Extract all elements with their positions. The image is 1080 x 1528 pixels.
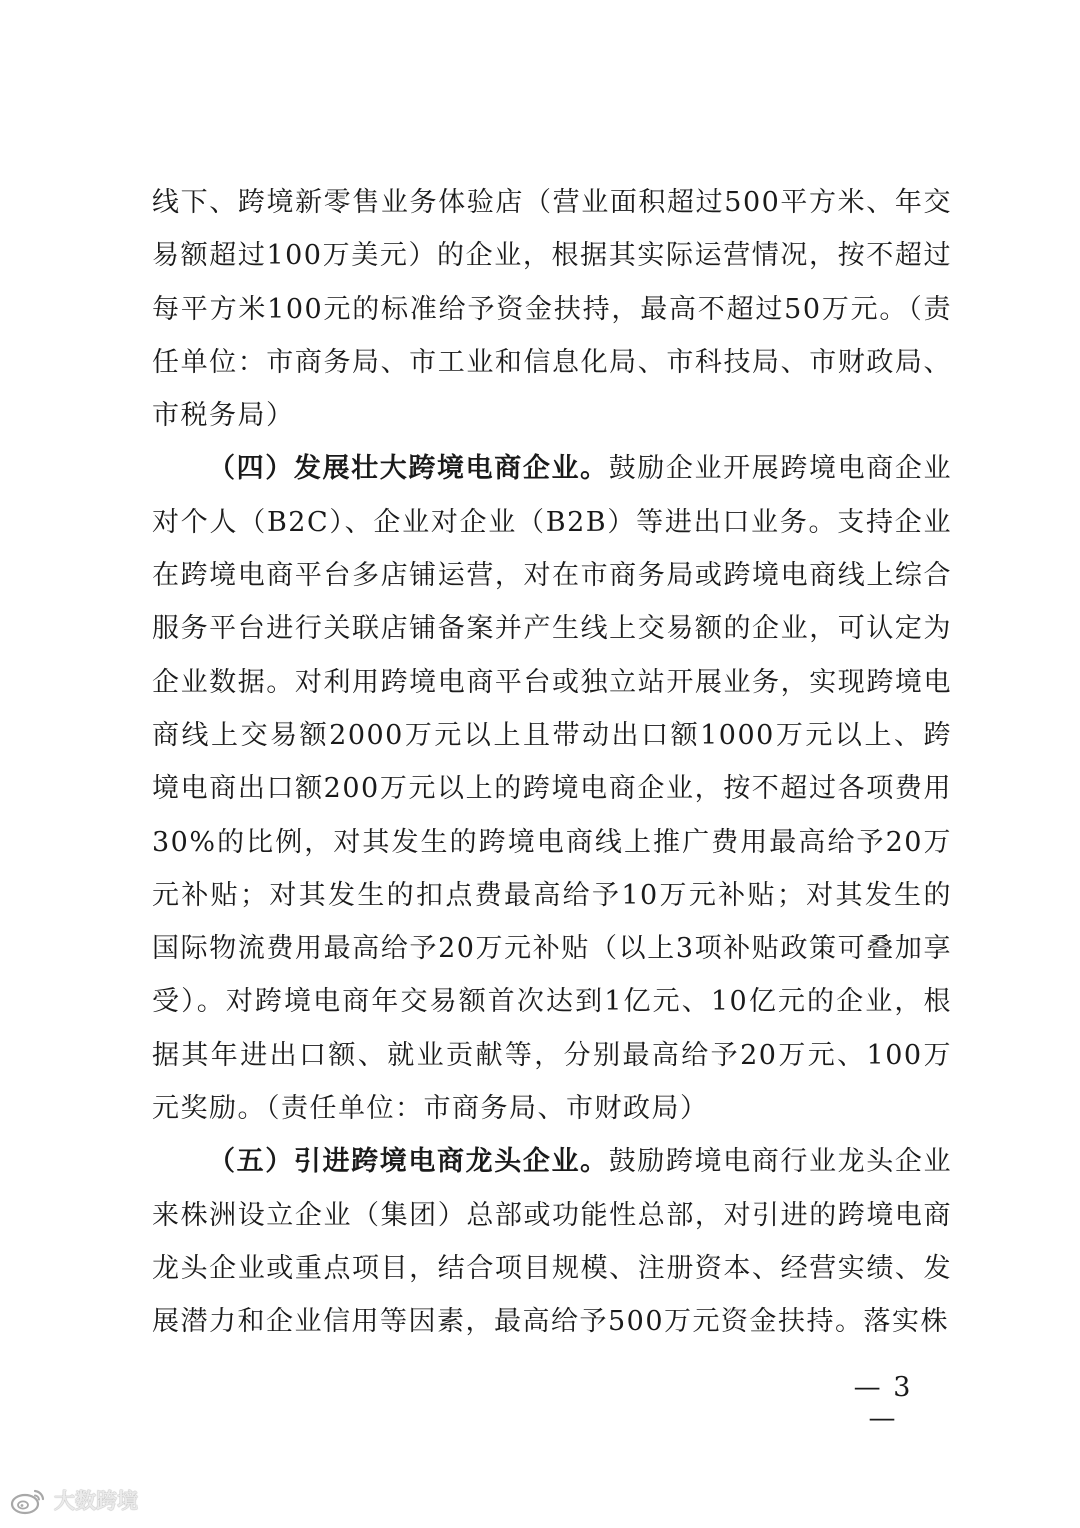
paragraph-section-four — [152, 442, 952, 1135]
paragraph-heading: （五）引进跨境电商龙头企业。 — [208, 1146, 609, 1178]
watermark-text: 大数跨境 — [54, 1489, 138, 1513]
weibo-logo-icon — [8, 1485, 48, 1515]
paragraph-heading: （四）发展壮大跨境电商企业。 — [208, 453, 609, 485]
watermark — [8, 1483, 138, 1517]
paragraph-text: 线下、跨境新零售业务体验店（营业面积超过500平方米、年交易额超过100万美元）的企业，根据其实际运营情况，按不超过每平方米100元的标准给予资金扶持，最高不超过50万元。（责任单位：市商务局、市工业和信息化局、市科技局、市财政局、市税务局） — [152, 187, 952, 432]
paragraph-section-five — [152, 1135, 952, 1348]
document-body — [152, 176, 952, 1349]
paragraph-text: 鼓励企业开展跨境电商企业对个人（B2C）、企业对企业（B2B）等进出口业务。支持企业在跨境电商平台多店铺运营，对在市商务局或跨境电商线上综合服务平台进行关联店铺备案并产生线上交易额的企业，可认定为企业数据。对利用跨境电商平台或独立站开展业务，实现跨境电商线上交易额2000万元以上且带动出口额1000万元以上、跨境电商出口额200万元以上的跨境电商企业，按不超过各项费用30%的比例，对其发生的跨境电商线上推广费用最高给予20万元补贴；对其发生的扣点费最高给予10万元补贴；对其发生的国际物流费用最高给予20万元补贴（以上3项补贴政策可叠加享受）。对跨境电商年交易额首次达到1亿元、10亿元的企业，根据其年进出口额、就业贡献等，分别最高给予20万元、100万元奖励。（责任单位：市商务局、市财政局） — [152, 453, 953, 1125]
paragraph-text: 鼓励跨境电商行业龙头企业来株洲设立企业（集团）总部或功能性总部，对引进的跨境电商龙头企业或重点项目，结合项目规模、注册资本、经营实绩、发展潜力和企业信用等因素，最高给予500万元资金扶持。落实株 — [152, 1146, 953, 1338]
page-number: — 3 — — [853, 1372, 913, 1434]
paragraph-continuation — [152, 176, 952, 442]
